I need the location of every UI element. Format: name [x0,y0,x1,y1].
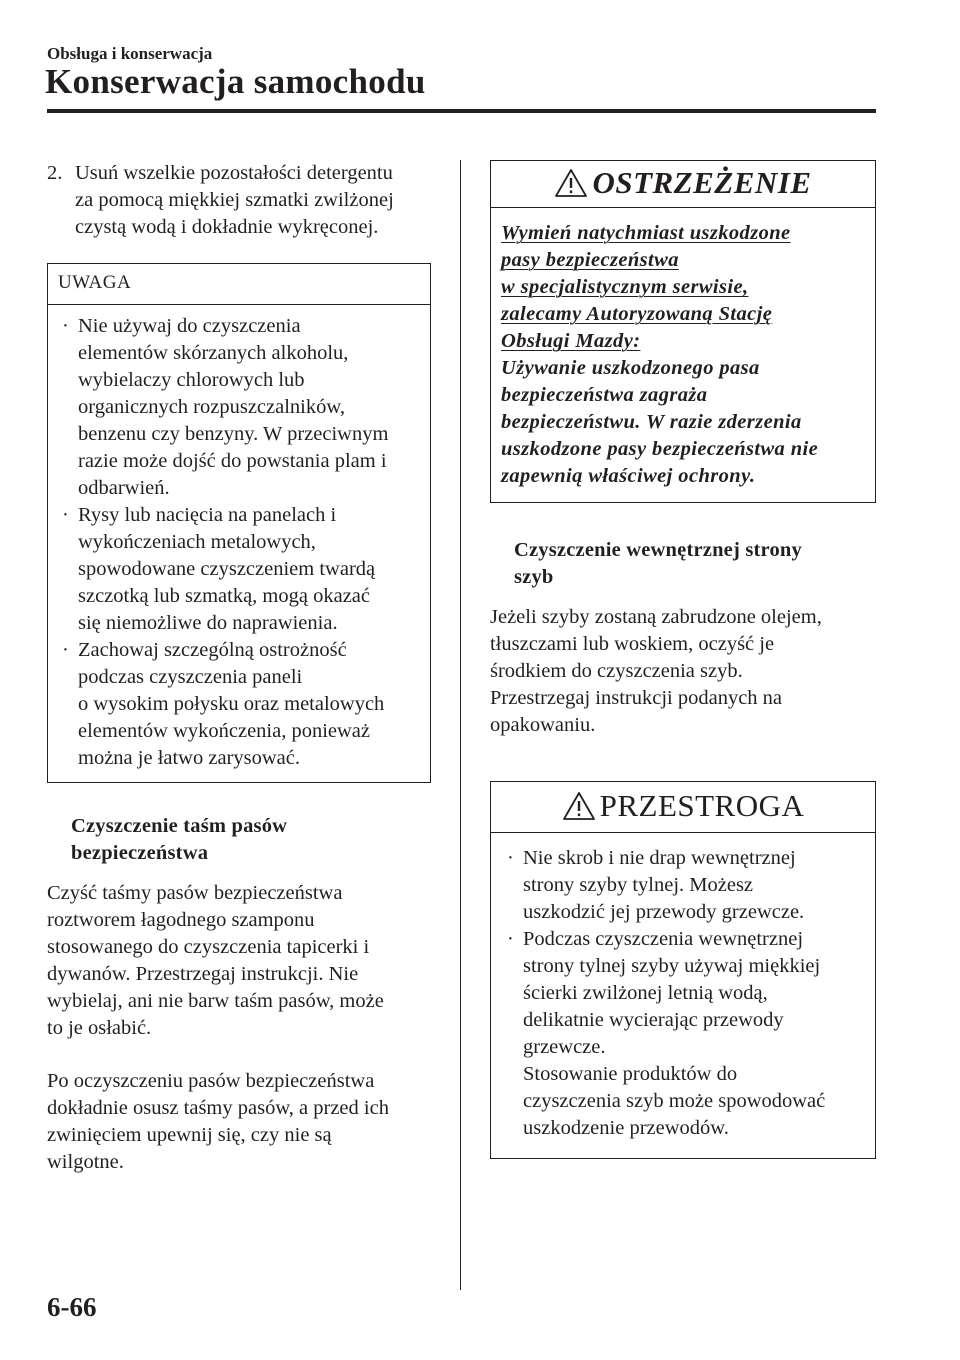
note-title: UWAGA [48,264,430,305]
column-divider [460,160,461,1290]
note-line: się niemożliwe do naprawienia. [78,612,338,634]
note-line: można je łatwo zarysować. [78,747,300,769]
caution-line: Podczas czyszczenia wewnętrznej [523,928,804,950]
caution-line: strony szyby tylnej. Możesz [523,874,754,896]
caution-line: Nie skrob i nie drap wewnętrznej [523,847,796,869]
note-bullet-text [78,502,420,637]
warning-box [490,160,876,503]
warning-line: Obsługi Mazdy: [501,330,641,352]
note-line: wykończeniach metalowych, [78,531,316,553]
caution-box [490,781,876,1159]
paragraph-line: Jeżeli szyby zostaną zabrudzone olejem, [490,606,822,628]
caution-bullet [507,926,863,1061]
note-line: podczas czyszczenia paneli [78,666,303,688]
caution-line: grzewcze. [523,1036,606,1058]
caution-line: Stosowanie produktów do [523,1063,738,1085]
bullet-dot-icon: · [62,504,69,526]
note-line: wybielaczy chlorowych lub [78,369,305,391]
paragraph-line: stosowanego do czyszczenia tapicerki i [47,936,370,958]
note-line: elementów skórzanych alkoholu, [78,342,349,364]
caution-bullet-text [523,845,863,926]
warning-line: bezpieczeństwa zagraża [501,384,708,406]
warning-triangle-icon [554,168,588,198]
step-number: 2. [47,162,63,184]
subheading-seatbelts [47,813,431,867]
note-line: benzenu czy benzyny. W przeciwnym [78,423,389,445]
caution-line: czyszczenia szyb może spowodować [523,1090,826,1112]
note-line: szczotką lub szmatką, mogą okazać [78,585,370,607]
note-bullet [62,313,420,502]
paragraph-line: Przestrzegaj instrukcji podanych na [490,687,783,709]
note-line: razie może dojść do powstania plam i [78,450,387,472]
note-line: spowodowane czyszczeniem twardą [78,558,376,580]
caution-extra [507,1061,863,1142]
caution-line: uszkodzić jej przewody grzewcze. [523,901,805,923]
caution-triangle-icon [562,791,596,821]
paragraph-line: roztworem łagodnego szamponu [47,909,315,931]
paragraph-line: opakowaniu. [490,714,596,736]
note-body [48,305,430,782]
note-bullet [62,502,420,637]
subheading-line: szyb [514,566,554,588]
note-line: elementów wykończenia, ponieważ [78,720,371,742]
caution-line: uszkodzenie przewodów. [523,1117,729,1139]
note-bullet-text [78,313,420,502]
paragraph-line: wybielaj, ani nie barw taśm pasów, może [47,990,384,1012]
note-line: Zachowaj szczególną ostrożność [78,639,347,661]
paragraph-line: tłuszczami lub woskiem, oczyść je [490,633,775,655]
warning-line: Używanie uszkodzonego pasa [501,357,760,379]
subheading-line: bezpieczeństwa [71,842,209,864]
paragraph-line: dokładnie osusz taśmy pasów, a przed ich [47,1097,389,1119]
warning-body [491,208,875,502]
paragraph-line: środkiem do czyszczenia szyb. [490,660,743,682]
warning-title: OSTRZEŻENIE [592,165,812,200]
caution-line: ścierki zwilżonej letnią wodą, [523,982,768,1004]
paragraph-line: Czyść taśmy pasów bezpieczeństwa [47,882,343,904]
step-line: czystą wodą i dokładnie wykręconej. [75,216,379,238]
title-rule [47,109,876,113]
note-bullet-text [78,637,420,772]
warning-line: bezpieczeństwu. W razie zderzenia [501,411,802,433]
paragraph-line: Po oczyszczeniu pasów bezpieczeństwa [47,1070,375,1092]
note-line: Nie używaj do czyszczenia [78,315,301,337]
step-line: Usuń wszelkie pozostałości detergentu [75,162,393,184]
note-line: organicznych rozpuszczalników, [78,396,345,418]
step-text [75,160,431,241]
paragraph [490,604,876,739]
right-column [490,160,876,1159]
bullet-dot-icon: · [62,315,69,337]
caution-body [491,833,875,1158]
bullet-dot-icon: · [62,639,69,661]
paragraph-line: dywanów. Przestrzegaj instrukcji. Nie [47,963,359,985]
warning-line: uszkodzone pasy bezpieczeństwa nie [501,438,819,460]
paragraph [47,1068,431,1176]
paragraph-line: zwinięciem upewnij się, czy nie są [47,1124,332,1146]
bullet-dot-icon: · [507,928,514,950]
paragraph-line: wilgotne. [47,1151,124,1173]
warning-line: zalecamy Autoryzowaną Stację [501,303,773,325]
warning-line: Wymień natychmiast uszkodzone [501,222,791,244]
note-line: o wysokim połysku oraz metalowych [78,693,385,715]
paragraph-line: to je osłabić. [47,1017,152,1039]
subheading-line: Czyszczenie wewnętrznej strony [514,539,802,561]
warning-header [491,161,875,208]
paragraph [47,880,431,1042]
step-2 [47,160,431,241]
note-bullet [62,637,420,772]
caution-line: delikatnie wycierając przewody [523,1009,784,1031]
caution-bullet [507,845,863,926]
page-title: Konserwacja samochodu [45,62,426,101]
caution-bullet-text [523,926,863,1061]
subheading-windows [490,537,876,591]
subheading-line: Czyszczenie taśm pasów [71,815,288,837]
caution-title: PRZESTROGA [599,788,805,823]
left-column [47,160,431,1176]
step-line: za pomocą miękkiej szmatki zwilżonej [75,189,394,211]
warning-line: zapewnią właściwej ochrony. [501,465,756,487]
section-label: Obsługa i konserwacja [47,44,213,63]
warning-line: pasy bezpieczeństwa [501,249,679,271]
page-number: 6-66 [47,1292,97,1322]
note-line: odbarwień. [78,477,170,499]
caution-header [491,782,875,833]
caution-line: strony tylnej szyby używaj miękkiej [523,955,821,977]
note-box [47,263,431,783]
bullet-dot-icon: · [507,847,514,869]
note-line: Rysy lub nacięcia na panelach i [78,504,337,526]
warning-line: w specjalistycznym serwisie, [501,276,749,298]
